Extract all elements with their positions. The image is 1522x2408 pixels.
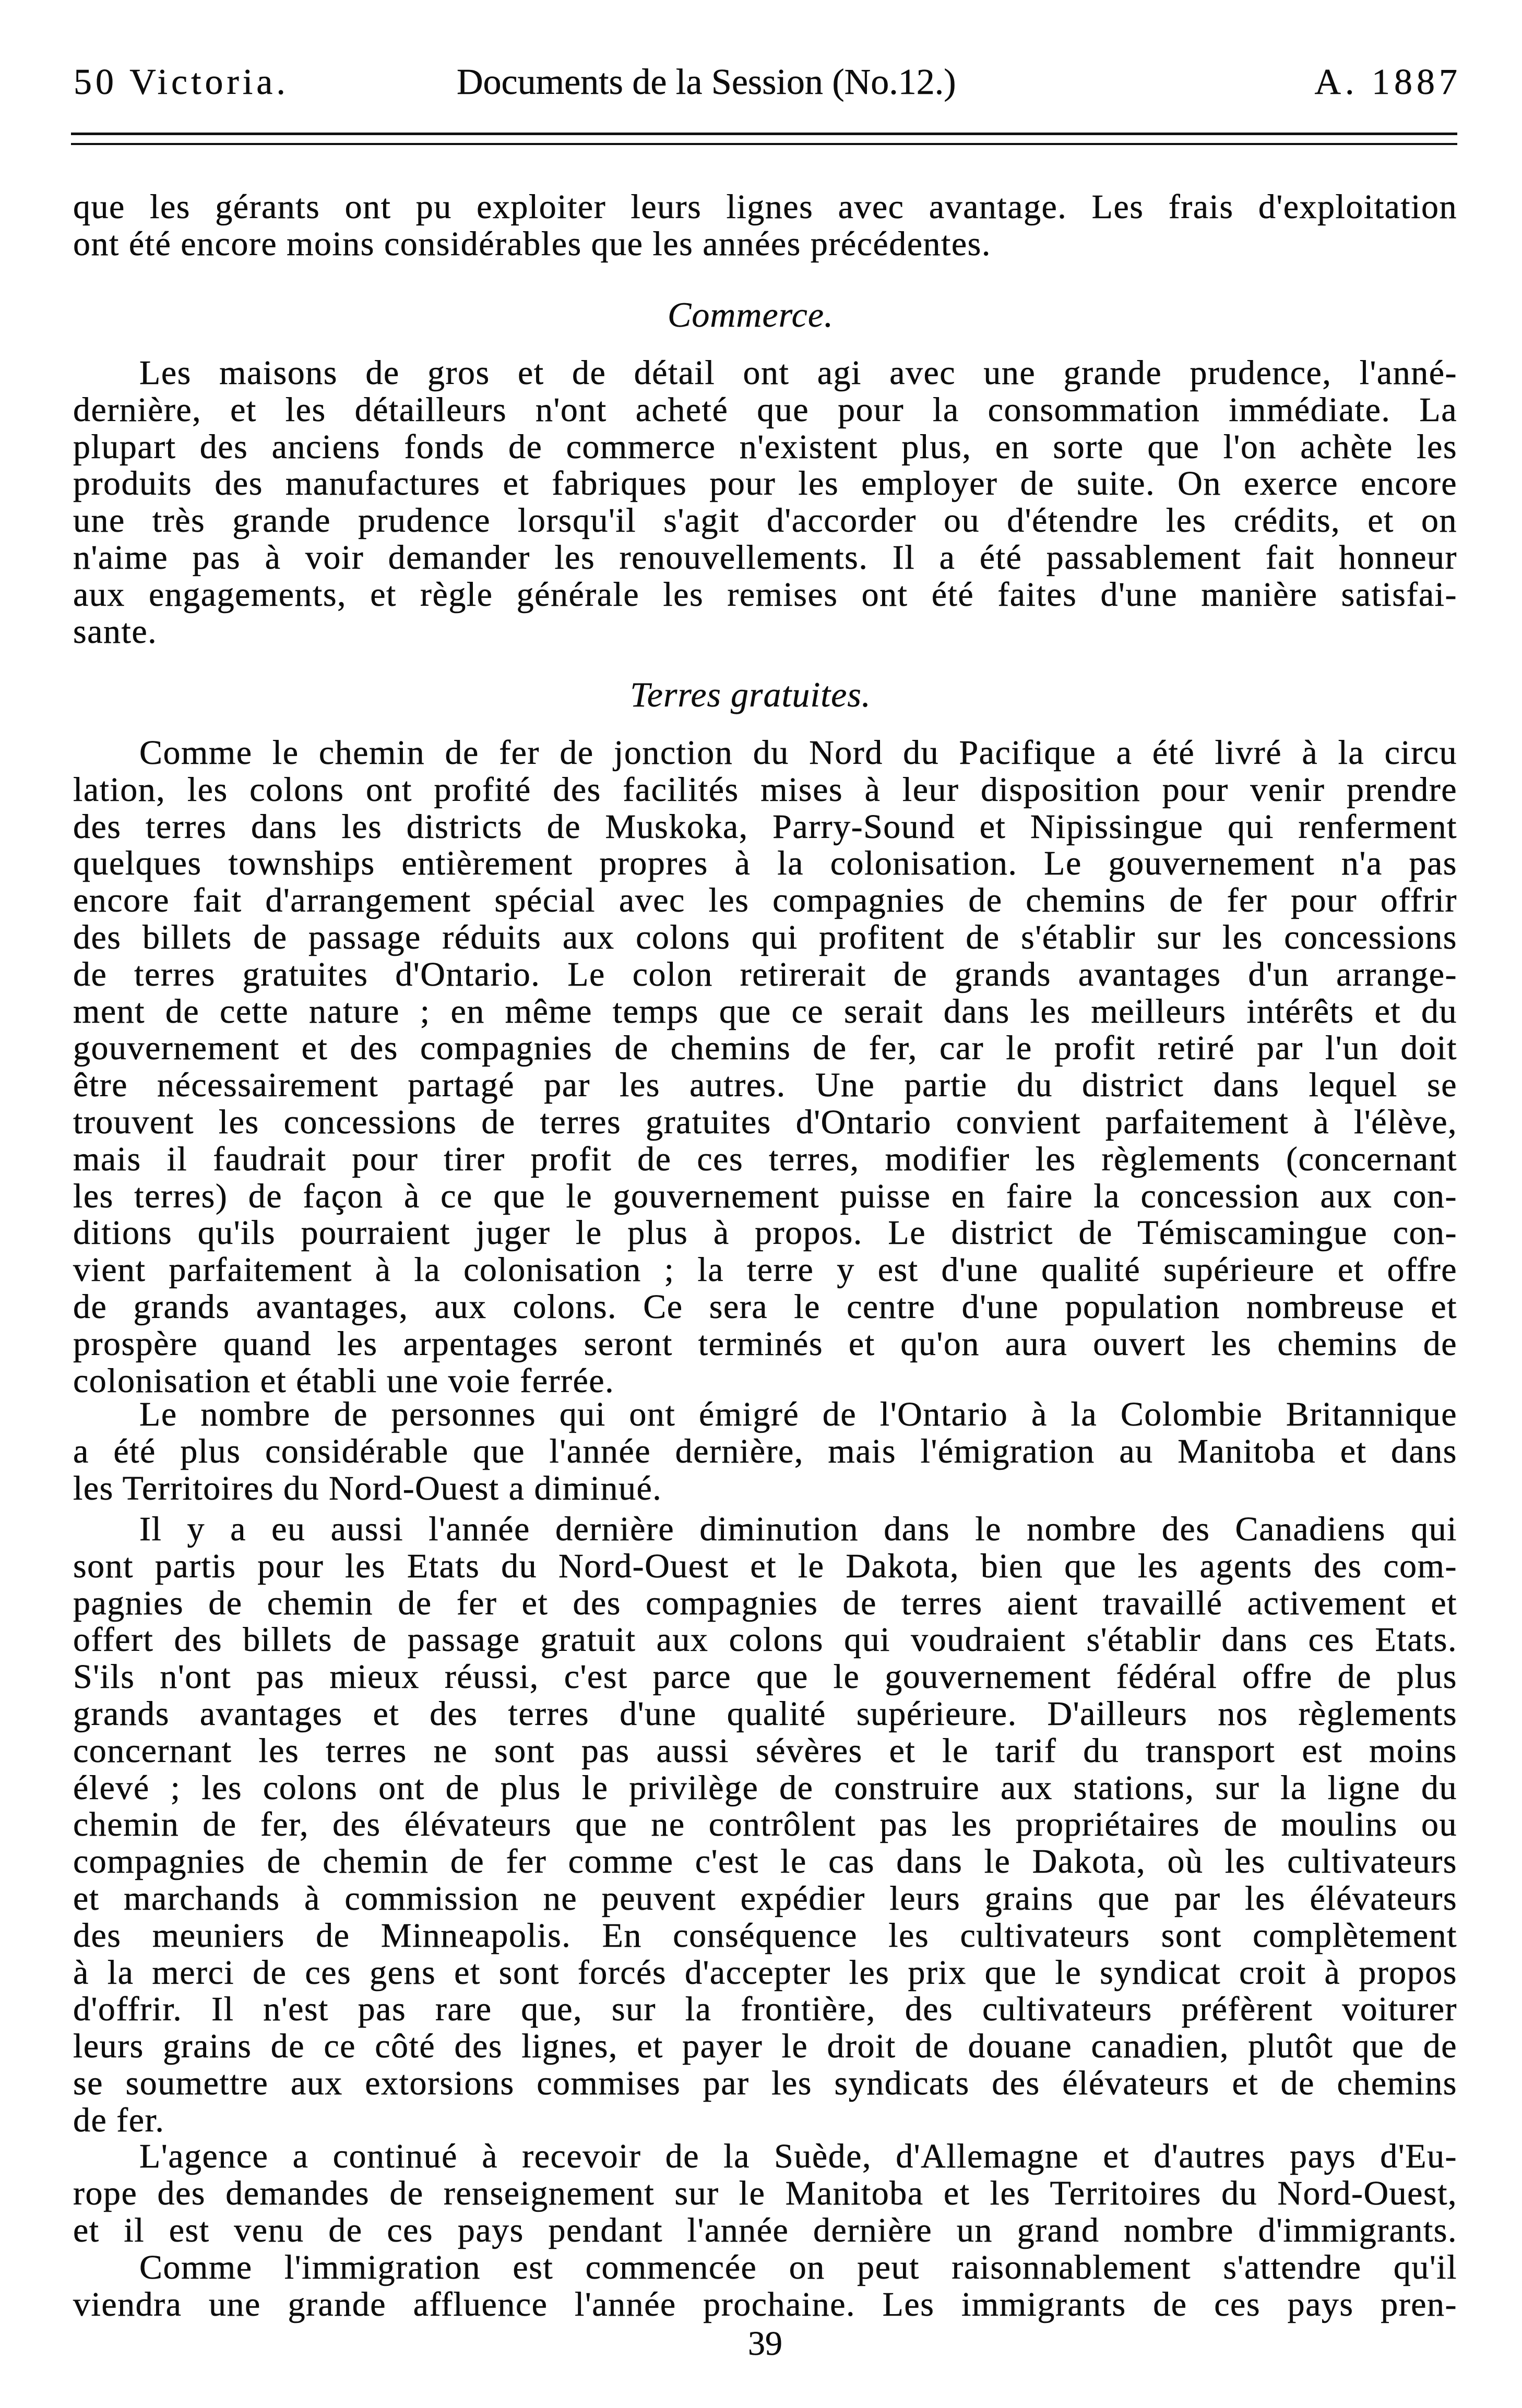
text-line: prospère quand les arpentages seront terminés et qu'on aura ouvert les chemins de [73,1324,1457,1363]
header-rule-bottom [71,143,1457,145]
text-line: élevé ; les colons ont de plus le privilège de construire aux stations, sur la ligne du [73,1768,1457,1807]
header-rule-top [71,133,1457,135]
text-line: compagnies de chemin de fer comme c'est le cas dans le Dakota, où les cultivateurs [73,1842,1457,1881]
text-line: à la merci de ces gens et sont forcés d'accepter les prix que le syndicat croit à propos [73,1953,1457,1992]
paragraph [73,355,1457,650]
text-line: de terres gratuites d'Ontario. Le colon retirerait de grands avantages d'un arrange- [73,955,1457,993]
text-line: Le nombre de personnes qui ont émigré de l'Ontario à la Colombie Britannique [139,1395,1457,1433]
text-line: colonisation et établi une voie ferrée. [73,1361,615,1400]
text-line: gouvernement et des compagnies de chemins de fer, car le profit retiré par l'un doit [73,1029,1457,1068]
text-line: trouvent les concessions de terres gratuites d'Ontario convient parfaitement à l'élève, [73,1103,1457,1141]
text-line: concernant les terres ne sont pas aussi sévères et le tarif du transport est moins [73,1731,1457,1770]
text-line: leurs grains de ce côté des lignes, et payer le droit de douane canadien, plutôt que de [73,2027,1457,2066]
text-line: viendra une grande affluence l'année prochaine. Les immigrants de ces pays pren- [73,2285,1457,2323]
text-line: L'agence a continué à recevoir de la Suède, d'Allemagne et d'autres pays d'Eu- [139,2137,1457,2175]
text-line: d'offrir. Il n'est pas rare que, sur la frontière, des cultivateurs préfèrent voiturer [73,1990,1457,2029]
text-line: une très grande prudence lorsqu'il s'agit d'accorder ou d'étendre les crédits, et on [73,501,1457,540]
text-line: pagnies de chemin de fer et des compagnies de terres aient travaillé activement et [73,1584,1457,1622]
text-line: Comme l'immigration est commencée on peut raisonnablement s'attendre qu'il [139,2248,1457,2286]
text-line: que les gérants ont pu exploiter leurs lignes avec avantage. Les frais d'exploitation [73,188,1457,226]
text-line: ment de cette nature ; en même temps que ce serait dans les meilleurs intérêts et du [73,992,1457,1031]
text-line: être nécessairement partagé par les autres. Une partie du district dans lequel se [73,1066,1457,1105]
text-line: dernière, et les détailleurs n'ont acheté que pour la consommation immédiate. La [73,390,1457,429]
text-line: les Territoires du Nord-Ouest a diminué. [73,1469,662,1507]
paragraph [73,1396,1457,1507]
header-title: Documents de la Session (No.12.) [457,62,956,102]
paragraph [73,735,1457,1399]
text-line: de grands avantages, aux colons. Ce sera le centre d'une population nombreuse et [73,1287,1457,1326]
paragraph [73,2249,1457,2323]
text-line: produits des manufactures et fabriques pour les employer de suite. On exerce encore [73,464,1457,503]
text-line: de fer. [73,2101,165,2139]
text-line: Comme le chemin de fer de jonction du Nord du Pacifique a été livré à la circu [139,734,1457,772]
text-line: et il est venu de ces pays pendant l'année dernière un grand nombre d'immigrants. [73,2211,1457,2249]
text-line: grands avantages et des terres d'une qualité supérieure. D'ailleurs nos règlements [73,1694,1457,1733]
text-line: rope des demandes de renseignement sur le Manitoba et les Territoires du Nord-Ouest, [73,2174,1457,2212]
text-line: des billets de passage réduits aux colons qui profitent de s'établir sur les concessions [73,918,1457,956]
text-line: encore fait d'arrangement spécial avec les compagnies de chemins de fer pour offrir [73,881,1457,920]
header-year: A. 1887 [1314,62,1461,102]
paragraph [73,1511,1457,2139]
text-line: se soumettre aux extorsions commises par les syndicats des élévateurs et de chemins [73,2064,1457,2102]
text-line: S'ils n'ont pas mieux réussi, c'est parce que le gouvernement fédéral offre de plus [73,1658,1457,1696]
text-line: ont été encore moins considérables que les années précédentes. [73,224,991,263]
text-line: des meuniers de Minneapolis. En conséquence les cultivateurs sont complètement [73,1916,1457,1955]
text-line: chemin de fer, des élévateurs que ne contrôlent pas les propriétaires de moulins ou [73,1805,1457,1844]
text-line: aux engagements, et règle générale les remises ont été faites d'une manière satisfai- [73,575,1457,614]
section-heading: Terres gratuites. [630,675,871,714]
text-line: plupart des anciens fonds de commerce n'existent plus, en sorte que l'on achète les [73,427,1457,466]
text-line: sante. [73,612,158,651]
text-line: offert des billets de passage gratuit aux colons qui voudraient s'établir dans ces Etats. [73,1621,1457,1659]
continued-paragraph [73,189,1457,263]
text-line: n'aime pas à voir demander les renouvellements. Il a été passablement fait honneur [73,538,1457,577]
text-line: a été plus considérable que l'année dernière, mais l'émigration au Manitoba et dans [73,1432,1457,1470]
text-line: mais il faudrait pour tirer profit de ces terres, modifier les règlements (concernant [73,1140,1457,1178]
text-line: sont partis pour les Etats du Nord-Ouest et le Dakota, bien que les agents des com- [73,1547,1457,1585]
text-line: et marchands à commission ne peuvent expédier leurs grains que par les élévateurs [73,1879,1457,1918]
text-line: vient parfaitement à la colonisation ; la terre y est d'une qualité supérieure et offre [73,1251,1457,1289]
section-heading: Commerce. [667,295,834,334]
page-number: 39 [748,2325,782,2363]
text-line: ditions qu'ils pourraient juger le plus à propos. Le district de Témiscamingue con- [73,1214,1457,1252]
text-line: les terres) de façon à ce que le gouvernement puisse en faire la concession aux con- [73,1177,1457,1215]
text-line: lation, les colons ont profité des facilités mises à leur disposition pour venir prendre [73,770,1457,809]
text-line: Les maisons de gros et de détail ont agi avec une grande prudence, l'anné- [139,354,1457,392]
paragraph [73,2138,1457,2249]
text-line: Il y a eu aussi l'année dernière diminution dans le nombre des Canadiens qui [139,1510,1457,1548]
text-line: quelques townships entièrement propres à la colonisation. Le gouvernement n'a pas [73,844,1457,883]
text-line: des terres dans les districts de Muskoka, Parry-Sound et Nipissingue qui renferment [73,807,1457,846]
header-volume: 50 Victoria. [74,62,289,102]
